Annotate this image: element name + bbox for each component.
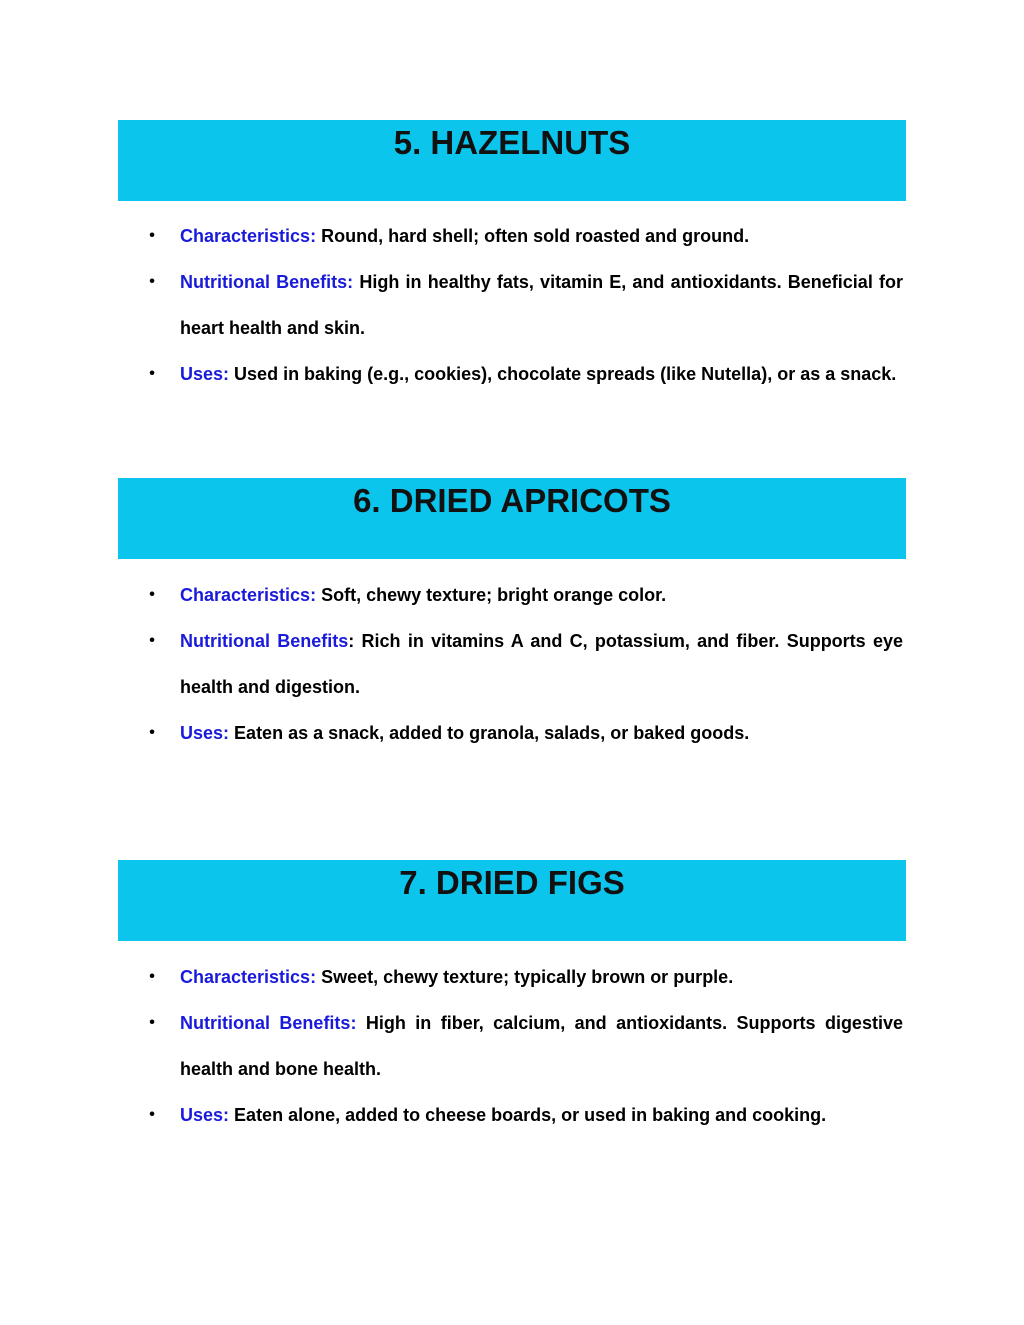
item-label: Characteristics: <box>180 226 317 246</box>
item-label: Characteristics: <box>180 967 317 987</box>
list-item <box>118 351 903 397</box>
list-item <box>118 954 903 1000</box>
list-item <box>118 1000 903 1092</box>
section-title: 5. HAZELNUTS <box>393 124 631 161</box>
item-label: Uses: <box>180 1105 230 1125</box>
hazelnuts-list <box>118 213 903 397</box>
item-text: Round, hard shell; often sold roasted and ground. <box>321 226 750 246</box>
section-title: 7. DRIED FIGS <box>399 864 625 901</box>
item-text: Eaten as a snack, added to granola, salads, or baked goods. <box>234 723 750 743</box>
item-text: Eaten alone, added to cheese boards, or used in baking and cooking. <box>234 1105 827 1125</box>
bullet-icon: • <box>149 724 155 741</box>
dried-apricots-list <box>118 572 903 756</box>
bullet-icon: • <box>149 1014 155 1031</box>
section-header-dried-apricots <box>118 478 906 559</box>
list-item <box>118 213 903 259</box>
item-text: High in healthy fats, vitamin E, and antioxidants. Beneficial for heart health and skin. <box>180 272 903 338</box>
section-title: 6. DRIED APRICOTS <box>353 482 671 519</box>
bullet-icon: • <box>149 632 155 649</box>
item-label: Nutritional Benefits: <box>180 1013 357 1033</box>
item-label: Uses: <box>180 723 230 743</box>
dried-figs-list <box>118 954 903 1138</box>
item-text: Used in baking (e.g., cookies), chocolate spreads (like Nutella), or as a snack. <box>234 364 897 384</box>
bullet-icon: • <box>149 1106 155 1123</box>
bullet-icon: • <box>149 273 155 290</box>
list-item <box>118 618 903 710</box>
item-text: Soft, chewy texture; bright orange color. <box>321 585 667 605</box>
item-label: Uses: <box>180 364 230 384</box>
item-label: Nutritional Benefits: <box>180 272 354 292</box>
item-text: : Rich in vitamins A and C, potassium, and fiber. Supports eye health and digestion. <box>180 631 903 697</box>
list-item <box>118 259 903 351</box>
list-item <box>118 710 903 756</box>
bullet-icon: • <box>149 227 155 244</box>
item-text: Sweet, chewy texture; typically brown or purple. <box>321 967 734 987</box>
list-item <box>118 572 903 618</box>
section-header-dried-figs <box>118 860 906 941</box>
bullet-icon: • <box>149 968 155 985</box>
bullet-icon: • <box>149 365 155 382</box>
bullet-icon: • <box>149 586 155 603</box>
item-label: Nutritional Benefits <box>180 631 349 651</box>
section-header-hazelnuts <box>118 120 906 201</box>
item-text: High in fiber, calcium, and antioxidants. Supports digestive health and bone health. <box>180 1013 903 1079</box>
list-item <box>118 1092 903 1138</box>
item-label: Characteristics: <box>180 585 317 605</box>
